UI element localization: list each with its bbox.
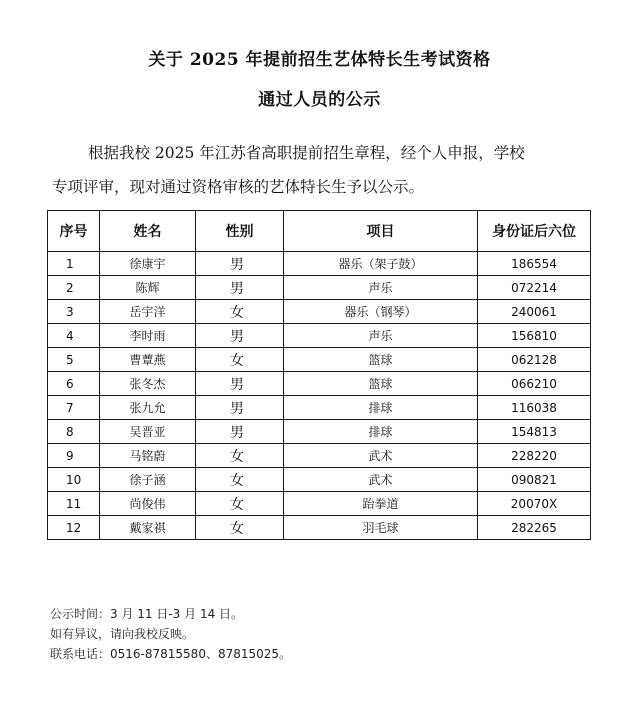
cell-project: 器乐（架子鼓） bbox=[284, 252, 478, 276]
footer-phone: 联系电话：0516-87815580、87815025。 bbox=[50, 647, 292, 661]
cell-seq: 8 bbox=[48, 420, 100, 444]
table-row bbox=[48, 516, 591, 540]
header-gender: 性别 bbox=[196, 211, 284, 252]
cell-id: 154813 bbox=[478, 420, 591, 444]
cell-project: 羽毛球 bbox=[284, 516, 478, 540]
cell-id: 066210 bbox=[478, 372, 591, 396]
cell-name: 戴家祺 bbox=[100, 516, 196, 540]
cell-id: 090821 bbox=[478, 468, 591, 492]
table-row bbox=[48, 468, 591, 492]
cell-seq: 5 bbox=[48, 348, 100, 372]
cell-id: 116038 bbox=[478, 396, 591, 420]
cell-project: 排球 bbox=[284, 396, 478, 420]
cell-seq: 11 bbox=[48, 492, 100, 516]
cell-seq: 2 bbox=[48, 276, 100, 300]
cell-gender: 女 bbox=[196, 492, 284, 516]
cell-name: 曹蕈燕 bbox=[100, 348, 196, 372]
notice-title-line1: 关于 2025 年提前招生艺体特长生考试资格 bbox=[148, 50, 491, 70]
cell-id: 20070X bbox=[478, 492, 591, 516]
cell-gender: 女 bbox=[196, 468, 284, 492]
cell-name: 岳宇洋 bbox=[100, 300, 196, 324]
footer-notice-time: 公示时间：3 月 11 日-3 月 14 日。 bbox=[50, 607, 244, 621]
cell-project: 武术 bbox=[284, 444, 478, 468]
cell-id: 282265 bbox=[478, 516, 591, 540]
table-row bbox=[48, 492, 591, 516]
table-row bbox=[48, 444, 591, 468]
table-row bbox=[48, 420, 591, 444]
cell-project: 武术 bbox=[284, 468, 478, 492]
header-name: 姓名 bbox=[100, 211, 196, 252]
table-body bbox=[48, 252, 591, 540]
table-header-row bbox=[48, 211, 591, 252]
cell-gender: 男 bbox=[196, 252, 284, 276]
cell-id: 240061 bbox=[478, 300, 591, 324]
cell-id: 072214 bbox=[478, 276, 591, 300]
cell-name: 张冬杰 bbox=[100, 372, 196, 396]
cell-id: 156810 bbox=[478, 324, 591, 348]
cell-gender: 女 bbox=[196, 516, 284, 540]
cell-gender: 男 bbox=[196, 396, 284, 420]
footer-objection: 如有异议，请向我校反映。 bbox=[50, 627, 195, 641]
table-row bbox=[48, 348, 591, 372]
table-row bbox=[48, 396, 591, 420]
cell-gender: 男 bbox=[196, 324, 284, 348]
cell-name: 尚俊伟 bbox=[100, 492, 196, 516]
intro-paragraph-line1: 根据我校 2025 年江苏省高职提前招生章程，经个人申报，学校 bbox=[88, 144, 525, 162]
cell-seq: 10 bbox=[48, 468, 100, 492]
header-seq: 序号 bbox=[48, 211, 100, 252]
cell-seq: 6 bbox=[48, 372, 100, 396]
cell-id: 186554 bbox=[478, 252, 591, 276]
cell-id: 062128 bbox=[478, 348, 591, 372]
cell-name: 李时雨 bbox=[100, 324, 196, 348]
candidate-table bbox=[47, 210, 591, 540]
header-id-last-six: 身份证后六位 bbox=[478, 211, 591, 252]
cell-id: 228220 bbox=[478, 444, 591, 468]
cell-seq: 3 bbox=[48, 300, 100, 324]
cell-project: 声乐 bbox=[284, 324, 478, 348]
cell-seq: 1 bbox=[48, 252, 100, 276]
cell-name: 张九允 bbox=[100, 396, 196, 420]
cell-gender: 女 bbox=[196, 444, 284, 468]
table-row bbox=[48, 372, 591, 396]
cell-name: 徐康宇 bbox=[100, 252, 196, 276]
cell-seq: 12 bbox=[48, 516, 100, 540]
cell-project: 篮球 bbox=[284, 372, 478, 396]
cell-gender: 女 bbox=[196, 300, 284, 324]
intro-paragraph-line2: 专项评审，现对通过资格审核的艺体特长生予以公示。 bbox=[52, 178, 425, 196]
cell-seq: 4 bbox=[48, 324, 100, 348]
cell-project: 声乐 bbox=[284, 276, 478, 300]
cell-name: 马铭蔚 bbox=[100, 444, 196, 468]
cell-seq: 7 bbox=[48, 396, 100, 420]
notice-title-line2: 通过人员的公示 bbox=[258, 90, 381, 110]
cell-gender: 男 bbox=[196, 276, 284, 300]
cell-project: 器乐（钢琴） bbox=[284, 300, 478, 324]
cell-project: 篮球 bbox=[284, 348, 478, 372]
cell-seq: 9 bbox=[48, 444, 100, 468]
cell-project: 跆拳道 bbox=[284, 492, 478, 516]
cell-gender: 男 bbox=[196, 372, 284, 396]
table-row bbox=[48, 300, 591, 324]
cell-name: 陈辉 bbox=[100, 276, 196, 300]
cell-name: 吴晋亚 bbox=[100, 420, 196, 444]
table-row bbox=[48, 276, 591, 300]
cell-name: 徐子涵 bbox=[100, 468, 196, 492]
table-row bbox=[48, 252, 591, 276]
header-project: 项目 bbox=[284, 211, 478, 252]
cell-gender: 女 bbox=[196, 348, 284, 372]
cell-gender: 男 bbox=[196, 420, 284, 444]
table-row bbox=[48, 324, 591, 348]
cell-project: 排球 bbox=[284, 420, 478, 444]
